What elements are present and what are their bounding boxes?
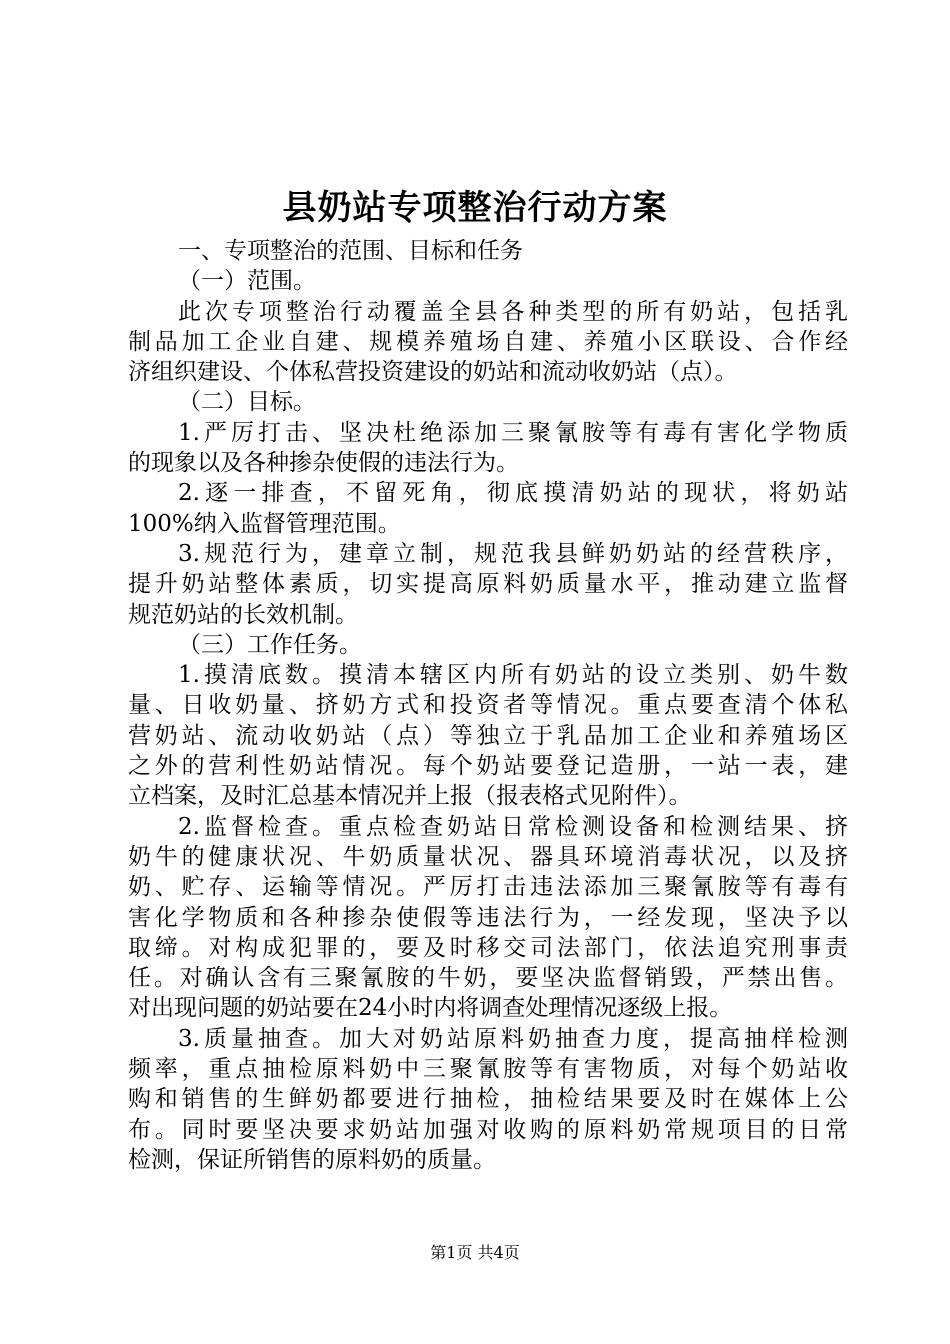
document-body	[128, 236, 848, 1175]
text-line: 营奶站、流动收奶站（点）等独立于乳品加工企业和养殖场区	[128, 722, 848, 749]
text-line: 2.逐一排查，不留死角，彻底摸清奶站的现状，将奶站	[178, 480, 848, 507]
text-line: （二）目标。	[178, 389, 316, 416]
text-line: （一）范围。	[178, 268, 316, 295]
text-line: 取缔。对构成犯罪的，要及时移交司法部门，依法追究刑事责	[128, 934, 848, 961]
text-line: 对出现问题的奶站要在24小时内将调查处理情况逐级上报。	[128, 995, 733, 1022]
text-line: 害化学物质和各种掺杂使假等违法行为，一经发现，坚决予以	[128, 904, 848, 931]
document-title: 县奶站专项整治行动方案	[282, 188, 668, 228]
text-line: 规范奶站的长效机制。	[128, 601, 358, 628]
text-line: 任。对确认含有三聚氰胺的牛奶，要坚决监督销毁，严禁出售。	[128, 965, 848, 992]
text-line: 频率，重点抽检原料奶中三聚氰胺等有害物质，对每个奶站收	[128, 1056, 848, 1083]
text-line: 提升奶站整体素质，切实提高原料奶质量水平，推动建立监督	[128, 571, 848, 598]
text-line: 济组织建设、个体私营投资建设的奶站和流动收奶站（点）。	[128, 359, 738, 386]
text-line: （三）工作任务。	[178, 631, 362, 658]
text-line: 1.严厉打击、坚决杜绝添加三聚氰胺等有毒有害化学物质	[178, 419, 848, 446]
text-line: 检测，保证所销售的原料奶的质量。	[128, 1146, 496, 1173]
page-footer: 第1页 共4页	[430, 1243, 520, 1262]
text-line: 1.摸清底数。摸清本辖区内所有奶站的设立类别、奶牛数	[178, 662, 848, 689]
text-line: 3.规范行为，建章立制，规范我县鲜奶奶站的经营秩序，	[178, 540, 848, 567]
text-line: 立档案，及时汇总基本情况并上报（报表格式见附件）。	[128, 783, 692, 810]
text-line: 的现象以及各种掺杂使假的违法行为。	[128, 450, 519, 477]
text-line: 之外的营利性奶站情况。每个奶站要登记造册，一站一表，建	[128, 753, 848, 780]
text-line: 此次专项整治行动覆盖全县各种类型的所有奶站，包括乳	[178, 298, 848, 325]
text-line: 2.监督检查。重点检查奶站日常检测设备和检测结果、挤	[178, 813, 848, 840]
text-line: 布。同时要坚决要求奶站加强对收购的原料奶常规项目的日常	[128, 1116, 848, 1143]
text-line: 奶、贮存、运输等情况。严厉打击违法添加三聚氰胺等有毒有	[128, 874, 848, 901]
text-line: 量、日收奶量、挤奶方式和投资者等情况。重点要查清个体私	[128, 692, 848, 719]
text-line: 3.质量抽查。加大对奶站原料奶抽查力度，提高抽样检测	[178, 1025, 848, 1052]
text-line: 制品加工企业自建、规模养殖场自建、养殖小区联设、合作经	[128, 328, 848, 355]
text-line: 购和销售的生鲜奶都要进行抽检，抽检结果要及时在媒体上公	[128, 1086, 848, 1113]
text-line: 一、专项整治的范围、目标和任务	[178, 238, 523, 264]
text-line: 100%纳入监督管理范围。	[128, 510, 401, 537]
text-line: 奶牛的健康状况、牛奶质量状况、器具环境消毒状况，以及挤	[128, 843, 848, 870]
